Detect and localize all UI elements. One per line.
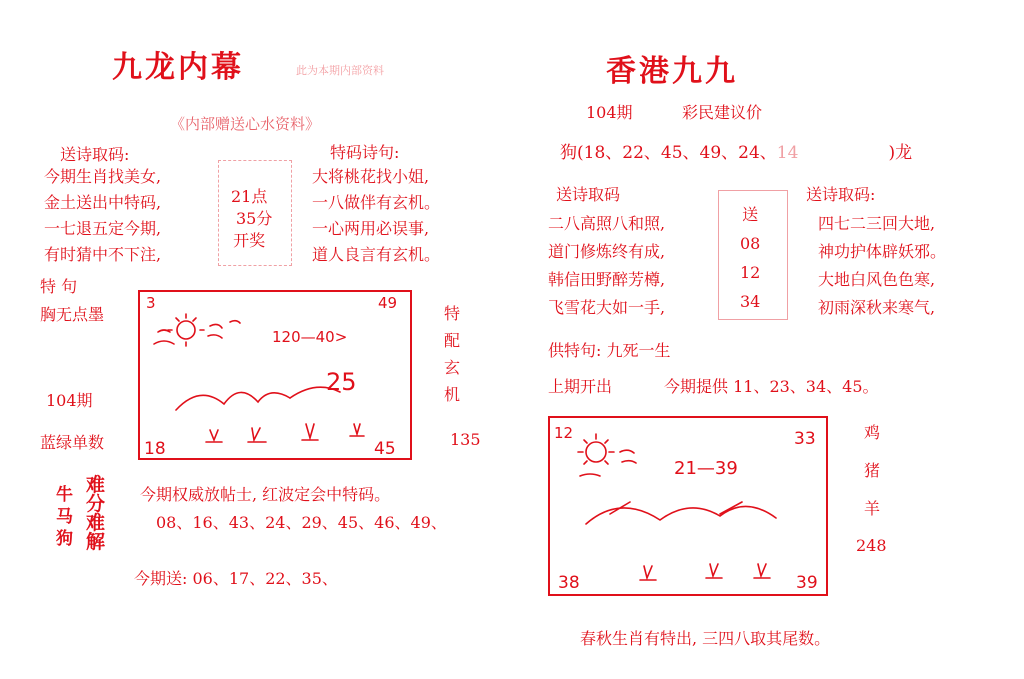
dog-line	[560, 138, 912, 163]
right-poem-line: 韩信田野醉芳樽,	[548, 270, 666, 289]
special-text: 胸无点墨	[40, 305, 105, 324]
sketch-corner-br: 45	[374, 439, 396, 458]
right-issue: 104期	[586, 103, 633, 122]
mountain-icon	[176, 387, 340, 410]
left-poem-line: 一七退五定今期,	[44, 219, 162, 238]
sun-icon	[578, 434, 636, 476]
draw-time-line: 35分	[236, 209, 273, 228]
left-poem	[44, 164, 161, 268]
right-sketch	[550, 418, 826, 594]
sketch-corner-br: 39	[796, 573, 818, 593]
mid-code: 送	[742, 205, 759, 224]
left-title-note: 此为本期内部资料	[296, 64, 384, 77]
side-animal: 猪	[864, 461, 881, 480]
animal-char: 马	[56, 507, 73, 527]
side-char: 玄	[444, 358, 461, 377]
grass-icon	[206, 424, 364, 442]
draw-time-line: 21点	[231, 187, 268, 206]
right-poem-right	[818, 210, 946, 322]
draw-time-line: 开奖	[233, 231, 266, 250]
right-side-number: 248	[856, 536, 887, 555]
sun-icon	[154, 314, 240, 346]
side-number: 135	[450, 430, 481, 449]
left-poem-line: 金土送出中特码,	[44, 193, 162, 212]
right-poem-line: 初雨深秋来寒气,	[818, 298, 936, 317]
provide-line: 今期提供 11、23、34、45。	[664, 377, 879, 396]
right-poem-left	[548, 210, 665, 322]
right-poem-line: 神功护体辟妖邪。	[818, 242, 947, 261]
animal-char: 牛	[56, 485, 73, 505]
left-title: 九龙内幕	[112, 50, 244, 85]
sketch-corner-bl: 18	[144, 439, 166, 458]
side-char: 配	[444, 331, 461, 350]
sketch-mid-text: 120—40>	[272, 328, 348, 346]
animal-char: 狗	[56, 529, 73, 549]
mid-code: 34	[740, 292, 761, 311]
right-side-animals	[864, 414, 880, 528]
left-sketch-frame	[138, 290, 412, 460]
right-poem-line: 二八高照八和照,	[548, 214, 666, 233]
right-poem-line: 四七二三回大地,	[818, 214, 936, 233]
side-char: 机	[444, 385, 461, 404]
special-label: 特 句	[40, 277, 78, 296]
sketch-corner-bl: 38	[558, 573, 580, 593]
code-poem-head: 特码诗句:	[330, 143, 400, 162]
sketch-center-number: 25	[326, 368, 357, 396]
right-poem-head-right: 送诗取码:	[806, 185, 876, 204]
side-animal: 羊	[864, 499, 881, 518]
today-line: 今期送: 06、17、22、35、	[134, 569, 338, 588]
right-special: 供特句: 九死一生	[548, 341, 671, 360]
draw-time	[226, 186, 272, 252]
prev-label: 上期开出	[548, 377, 613, 396]
side-char: 特	[444, 304, 461, 323]
side-animal: 鸡	[864, 423, 881, 442]
left-sketch	[140, 292, 410, 458]
code-poem-line: 道人良言有玄机。	[312, 245, 441, 264]
mid-codes	[740, 200, 760, 316]
left-subtitle: 《内部赠送心水资料》	[170, 115, 321, 133]
right-suggest: 彩民建议价	[682, 103, 763, 122]
dog-line-main: 狗(18、22、45、49、24、	[560, 143, 777, 163]
right-footer: 春秋生肖有特出, 三四八取其尾数。	[580, 629, 831, 648]
sketch-corner-tr: 49	[378, 294, 398, 312]
post-line: 今期权威放帖士, 红波定会中特码。	[140, 485, 391, 504]
difficulty-char: 难	[86, 512, 106, 534]
left-issue: 104期	[46, 391, 93, 410]
side-vertical	[444, 300, 460, 408]
right-sketch-frame	[548, 416, 828, 596]
difficulty-char: 解	[86, 531, 106, 553]
difficulty-char: 分	[86, 493, 106, 515]
mid-code: 12	[740, 263, 761, 282]
code-poem-line: 一心两用必误事,	[312, 219, 430, 238]
mountain-icon	[586, 502, 776, 524]
left-poem-line: 有时猜中不下注,	[44, 245, 162, 264]
code-poem	[312, 164, 440, 268]
code-poem-line: 一八做伴有玄机。	[312, 193, 441, 212]
mid-code: 08	[740, 234, 761, 253]
sketch-corner-tl: 3	[146, 294, 156, 312]
right-title: 香港九九	[606, 54, 738, 89]
dog-line-faded: 14	[776, 143, 799, 163]
left-poem-line: 今期生肖找美女,	[44, 167, 162, 186]
difficulty-char: 难	[86, 474, 106, 496]
code-poem-line: 大将桃花找小姐,	[312, 167, 430, 186]
sketch-mid-text: 21—39	[674, 458, 738, 479]
sketch-corner-tl: 12	[554, 424, 574, 442]
right-poem-head-left: 送诗取码	[556, 185, 621, 204]
dog-line-end: )龙	[888, 143, 913, 163]
right-poem-line: 飞雪花大如一手,	[548, 298, 666, 317]
animals-col	[56, 484, 73, 550]
sketch-corner-tr: 33	[794, 429, 816, 449]
difficulty-col	[86, 476, 105, 552]
numbers-line: 08、16、43、24、29、45、46、49、	[156, 513, 447, 532]
grass-icon	[640, 564, 770, 580]
right-poem-line: 道门修炼终有成,	[548, 242, 666, 261]
issue-hint: 蓝绿单数	[40, 433, 105, 452]
left-poem-head: 送诗取码:	[60, 145, 130, 164]
right-poem-line: 大地白风色色寒,	[818, 270, 936, 289]
